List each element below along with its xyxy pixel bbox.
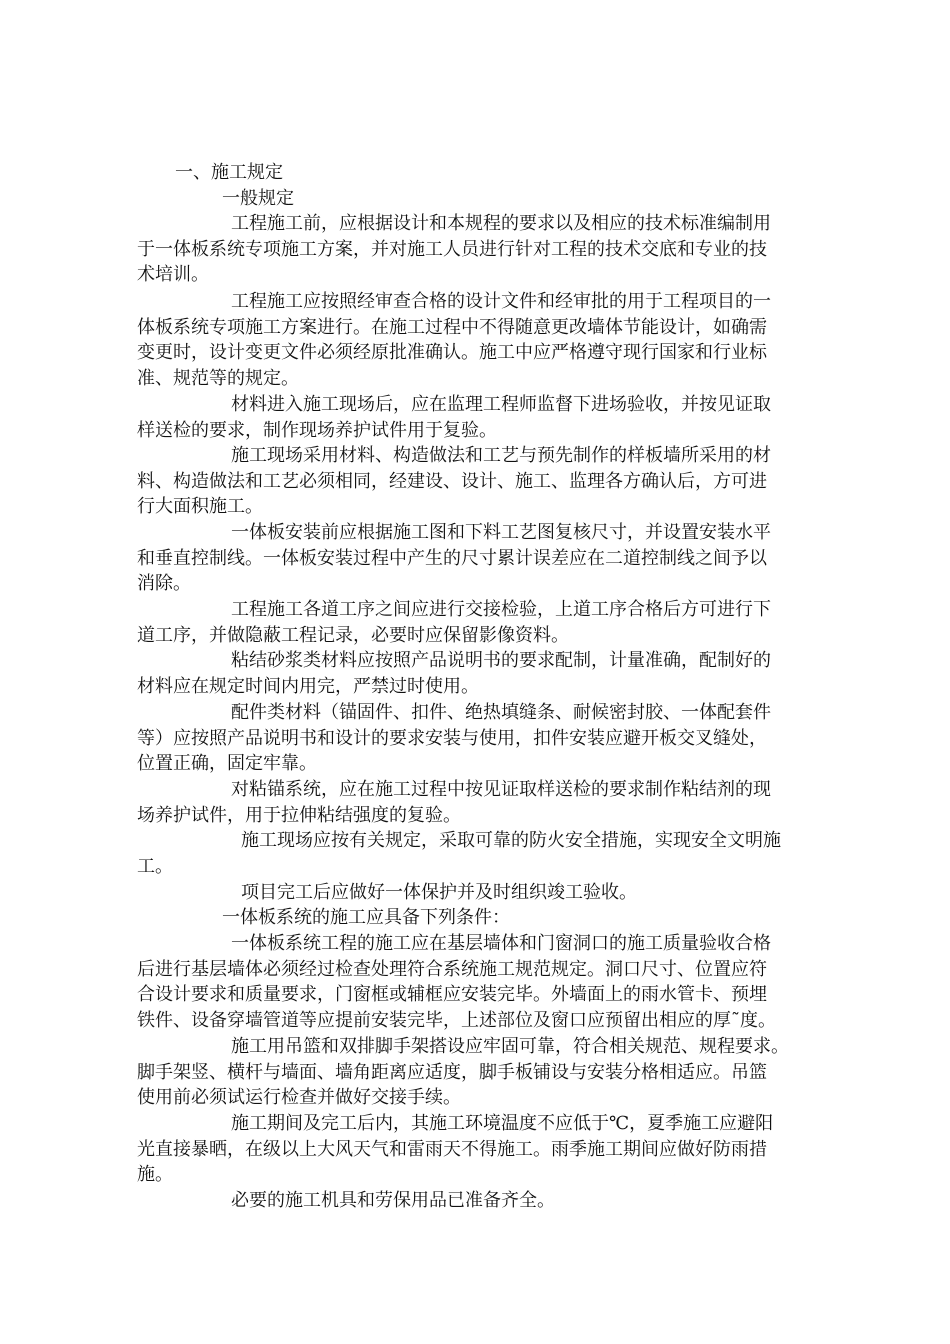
paragraph-completion-acceptance — [137, 880, 827, 906]
paragraph-line: 合设计要求和质量要求，门窗框或辅框应安装完毕。外墙面上的雨水管卡、预埋 — [137, 984, 767, 1006]
section-title: 一、施工规定 — [175, 162, 283, 183]
paragraph-environment-temperature — [137, 1111, 827, 1188]
paragraph-line: 消除。 — [137, 573, 191, 595]
paragraph-line: 工程施工各道工序之间应进行交接检验，上道工序合格后方可进行下 — [231, 599, 771, 620]
paragraph-anchoring-system — [137, 777, 827, 828]
paragraph-base-wall-conditions — [137, 931, 827, 1034]
paragraph-line: 对粘锚系统，应在施工过程中按见证取样送检的要求制作粘结剂的现 — [231, 779, 771, 800]
subsection-general-title: 一般规定 — [222, 188, 294, 209]
paragraph-handover-inspection — [137, 597, 827, 648]
paragraph-line: 料、构造做法和工艺必须相同，经建设、设计、施工、监理各方确认后，方可进 — [137, 470, 767, 492]
paragraph-accessory-materials — [137, 700, 827, 777]
paragraph-line: 使用前必须试运行检查并做好交接手续。 — [137, 1087, 461, 1109]
paragraph-line: 材料进入施工现场后，应在监理工程师监督下进场验收，并按见证取 — [231, 394, 771, 415]
paragraph-line: 脚手架竖、横杆与墙面、墙角距离应适度，脚手板铺设与安装分格相适应。吊篮 — [137, 1061, 767, 1083]
paragraph-line: 于一体板系统专项施工方案，并对施工人员进行针对工程的技术交底和专业的技 — [137, 238, 767, 260]
paragraph-line: 位置正确，固定牢靠。 — [137, 753, 317, 775]
paragraph-line: 施工用吊篮和双排脚手架搭设应牢固可靠，符合相关规范、规程要求。 — [231, 1036, 789, 1057]
paragraph-line: 工程施工前，应根据设计和本规程的要求以及相应的技术标准编制用 — [231, 213, 771, 234]
paragraph-line: 工。 — [137, 855, 173, 877]
paragraph-line: 一体板安装前应根据施工图和下料工艺图复核尺寸，并设置安装水平 — [231, 522, 771, 543]
paragraph-line: 等）应按照产品说明书和设计的要求安装与使用，扣件安装应避开板交叉缝处， — [137, 727, 767, 749]
paragraph-line: 配件类材料（锚固件、扣件、绝热填缝条、耐候密封胶、一体配套件 — [231, 702, 771, 723]
paragraph-line: 工程施工应按照经审查合格的设计文件和经审批的用于工程项目的一 — [231, 291, 771, 312]
paragraph-design-compliance — [137, 289, 827, 392]
paragraph-line: 和垂直控制线。一体板安装过程中产生的尺寸累计误差应在二道控制线之间予以 — [137, 547, 767, 569]
paragraph-sample-wall — [137, 443, 827, 520]
paragraph-scaffolding — [137, 1034, 827, 1111]
paragraph-line: 项目完工后应做好一体保护并及时组织竣工验收。 — [241, 882, 637, 903]
paragraph-construction-plan — [137, 211, 827, 288]
paragraph-line: 一体板系统工程的施工应在基层墙体和门窗洞口的施工质量验收合格 — [231, 933, 771, 954]
paragraph-line: 体板系统专项施工方案进行。在施工过程中不得随意更改墙体节能设计，如确需 — [137, 316, 767, 338]
paragraph-line: 必要的施工机具和劳保用品已准备齐全。 — [231, 1190, 555, 1211]
paragraph-line: 光直接暴晒，在级以上大风天气和雷雨天不得施工。雨季施工期间应做好防雨措 — [137, 1138, 767, 1160]
paragraph-line: 准、规范等的规定。 — [137, 368, 299, 390]
subsection-conditions-title: 一体板系统的施工应具备下列条件： — [222, 907, 510, 928]
paragraph-line: 后进行基层墙体必须经过检查处理符合系统施工规范规定。洞口尺寸、位置应符 — [137, 958, 767, 980]
paragraph-line: 术培训。 — [137, 264, 209, 286]
paragraph-mortar-preparation — [137, 648, 827, 699]
paragraph-line: 变更时，设计变更文件必须经原批准确认。施工中应严格遵守现行国家和行业标 — [137, 342, 767, 364]
paragraph-line: 粘结砂浆类材料应按照产品说明书的要求配制，计量准确，配制好的 — [231, 650, 771, 671]
paragraph-line: 施。 — [137, 1164, 173, 1186]
paragraph-line: 施工现场采用材料、构造做法和工艺与预先制作的样板墙所采用的材 — [231, 445, 771, 466]
paragraph-line: 场养护试件，用于拉伸粘结强度的复验。 — [137, 804, 461, 826]
paragraph-line: 样送检的要求，制作现场养护试件用于复验。 — [137, 419, 497, 441]
paragraph-panel-installation — [137, 520, 827, 597]
paragraph-equipment-ready — [137, 1188, 827, 1214]
paragraph-material-acceptance — [137, 392, 827, 443]
paragraph-line: 道工序，并做隐蔽工程记录，必要时应保留影像资料。 — [137, 624, 569, 646]
paragraph-fire-safety — [137, 828, 827, 879]
paragraph-line: 施工期间及完工后内，其施工环境温度不应低于℃，夏季施工应避阳 — [231, 1113, 774, 1134]
paragraph-line: 施工现场应按有关规定，采取可靠的防火安全措施，实现安全文明施 — [241, 830, 781, 851]
paragraph-line: 材料应在规定时间内用完，严禁过时使用。 — [137, 675, 479, 697]
paragraph-line: 行大面积施工。 — [137, 496, 263, 518]
paragraph-line: 铁件、设备穿墙管道等应提前安装完毕，上述部位及窗口应预留出相应的厚˜度。 — [137, 1010, 776, 1032]
